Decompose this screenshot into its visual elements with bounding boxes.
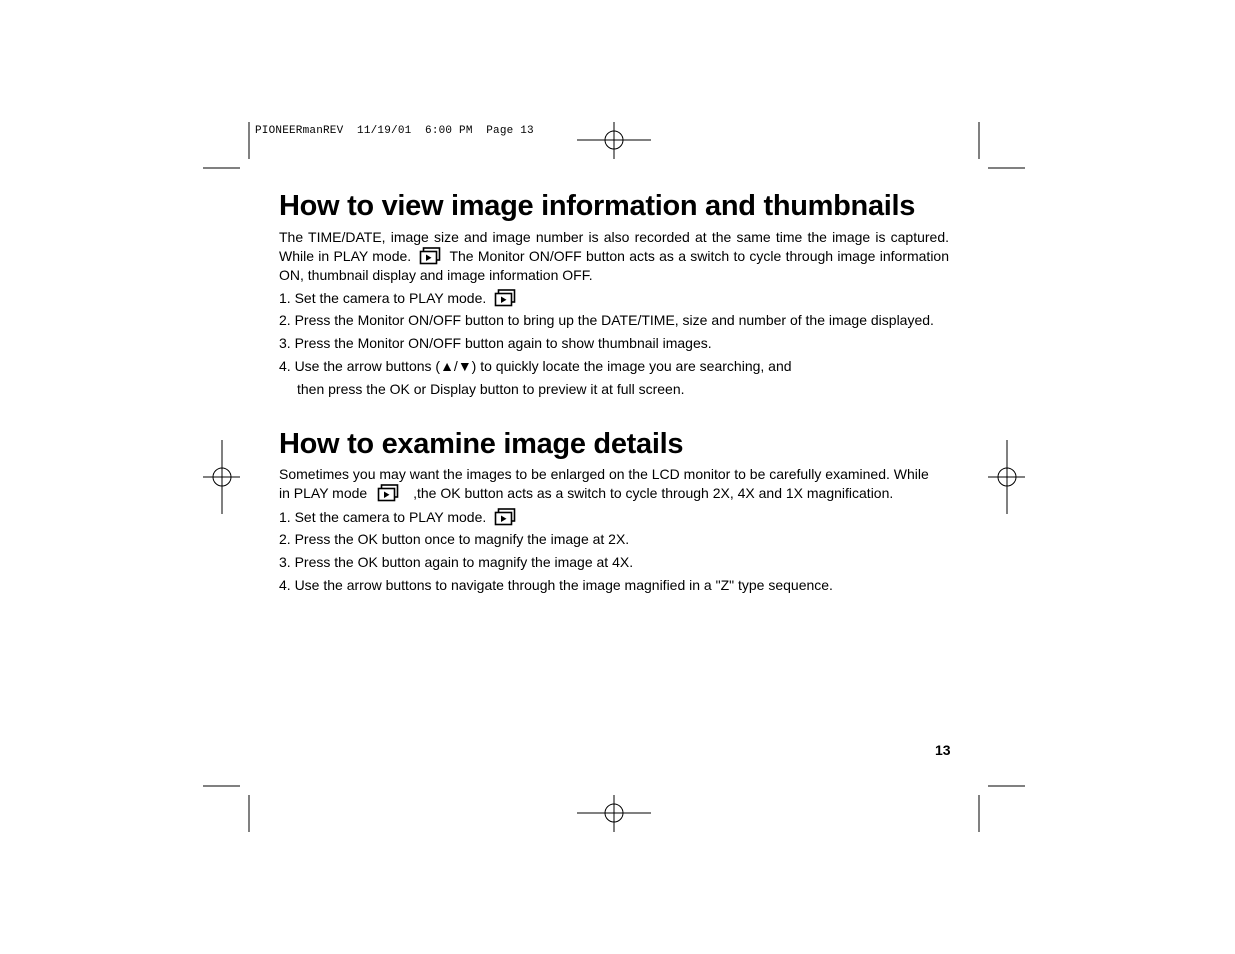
print-slug-line: PIONEERmanREV 11/19/01 6:00 PM Page 13: [255, 125, 534, 137]
play-mode-icon: [494, 508, 516, 526]
section1-step-1-text: 1. Set the camera to PLAY mode.: [279, 290, 487, 306]
section2-intro-part1: in PLAY mode: [279, 485, 368, 501]
section2-step-4: 4. Use the arrow buttons to navigate through the image magnified in a "Z" type sequence.: [279, 577, 833, 593]
section-title-examine-details: How to examine image details: [279, 428, 684, 460]
section2-intro-line2: [279, 484, 893, 502]
section1-step-4-line2: then press the OK or Display button to preview it at full screen.: [297, 381, 685, 397]
page-number: 13: [935, 742, 951, 758]
section1-intro-part1: The TIME/DATE, image size and image number is also recorded at the same time the image is captured. While in PLAY mode.: [279, 229, 949, 264]
play-mode-icon: [377, 484, 399, 502]
registration-mark-icon-left: [203, 440, 240, 514]
section1-step-3: 3. Press the Monitor ON/OFF button again to show thumbnail images.: [279, 335, 712, 351]
play-mode-icon: [494, 289, 516, 307]
section1-intro: [279, 228, 949, 285]
registration-mark-icon-right: [988, 440, 1025, 514]
registration-mark-icon-bottom: [577, 795, 651, 832]
registration-mark-icon-top: [577, 122, 651, 159]
section2-step-3: 3. Press the OK button again to magnify the image at 4X.: [279, 554, 634, 570]
section1-step-1: [279, 289, 520, 307]
play-mode-icon: [419, 247, 441, 265]
section2-intro-line1: Sometimes you may want the images to be enlarged on the LCD monitor to be carefully examined. While: [279, 466, 929, 482]
section2-intro-part2: ,the OK button acts as a switch to cycle through 2X, 4X and 1X magnification.: [413, 485, 894, 501]
section1-step-2: 2. Press the Monitor ON/OFF button to bring up the DATE/TIME, size and number of the image displayed.: [279, 312, 934, 328]
section1-step-4-line1: 4. Use the arrow buttons (▲/▼) to quickly locate the image you are searching, and: [279, 358, 792, 374]
section2-step-1-text: 1. Set the camera to PLAY mode.: [279, 509, 487, 525]
section-title-view-info: How to view image information and thumbnails: [279, 190, 916, 222]
section1-intro-part2: The Monitor ON/OFF button acts as a switch to cycle through image information ON, thumbnail display and image information OFF.: [279, 248, 949, 283]
section2-step-1: [279, 508, 520, 526]
section2-step-2: 2. Press the OK button once to magnify the image at 2X.: [279, 531, 630, 547]
